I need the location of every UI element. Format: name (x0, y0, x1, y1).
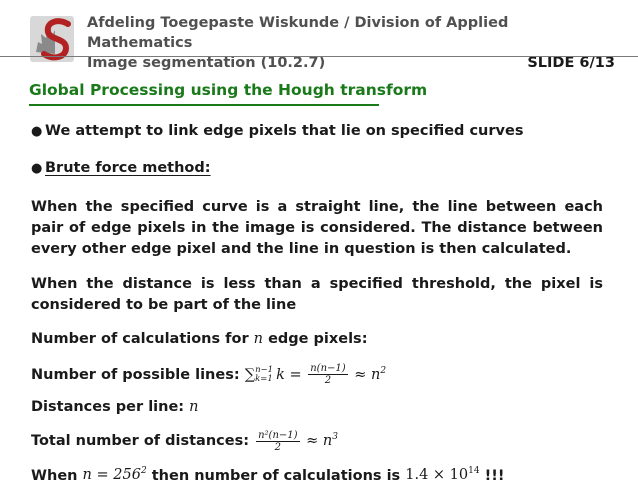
conclusion-line (31, 462, 603, 487)
sum-upper-limit: n−1 (255, 364, 274, 375)
exclamation: !!! (484, 467, 505, 484)
fraction-denominator: 2 (324, 375, 332, 387)
exponent: 2 (140, 466, 147, 477)
fraction-numerator: n²(n−1) (258, 429, 298, 441)
sum-symbol: ∑ (244, 366, 256, 383)
header-divider (0, 56, 638, 57)
paragraph-threshold: When the distance is less than a specified threshold, the pixel is considered to be part of the line (31, 276, 603, 313)
bullet-text: We attempt to link edge pixels that lie on specified curves (45, 123, 524, 139)
section-title-underline (29, 104, 379, 106)
section-title: Global Processing using the Hough transform (29, 81, 428, 99)
slide-header (87, 13, 615, 73)
sum-lower-limit: k=1 (255, 373, 273, 384)
n-equals: n = 256 (82, 467, 141, 484)
exponent: 3 (332, 432, 338, 443)
department-title: Afdeling Toegepaste Wiskunde / Division of Applied Mathematics (87, 15, 509, 51)
bullet-icon: ● (31, 124, 43, 139)
sum-term: k = (276, 366, 302, 383)
n-value (83, 467, 147, 483)
exponent: 14 (468, 466, 480, 477)
total-formula (254, 429, 338, 453)
sum-limits (255, 366, 273, 384)
total-distances-label: Total number of distances: (31, 433, 250, 450)
distances-label: Distances per line: (31, 399, 185, 416)
bullet-text: Brute force method: (45, 160, 211, 176)
result-value (405, 467, 479, 483)
fraction (256, 430, 299, 453)
result-mantissa: 1.4 × 10 (405, 467, 469, 484)
calculations-line (31, 329, 603, 350)
possible-lines-line (31, 361, 603, 386)
approx-term: ≈ n (354, 366, 381, 383)
lecture-topic: Image segmentation (10.2.7) (87, 55, 326, 71)
sum-formula (244, 363, 387, 387)
bullet-item (31, 158, 603, 179)
when-label: When (31, 467, 78, 484)
slide-number: SLIDE 6/13 (527, 55, 615, 71)
fraction (308, 363, 347, 386)
bullet-icon: ● (31, 161, 43, 176)
then-label: then number of calculations is (151, 467, 401, 484)
possible-lines-label: Number of possible lines: (31, 366, 240, 383)
calculations-label: Number of calculations for (31, 331, 249, 347)
slide-body (31, 118, 603, 486)
bullet-item (31, 121, 603, 142)
fraction-numerator: n(n−1) (310, 363, 346, 375)
calculations-label-end: edge pixels: (268, 331, 368, 347)
paragraph-straight-line: When the specified curve is a straight line, the line between each pair of edge pixels in the image is considered. The distance between every other edge pixel and the line in question is then calculated. (31, 199, 603, 257)
math-n: n (189, 399, 199, 416)
total-distances-line (31, 427, 603, 452)
fraction-denominator: 2 (274, 441, 281, 453)
exponent: 2 (380, 366, 387, 376)
math-n: n (253, 331, 264, 347)
approx-term: ≈ n (306, 433, 333, 450)
distances-line (31, 397, 603, 418)
